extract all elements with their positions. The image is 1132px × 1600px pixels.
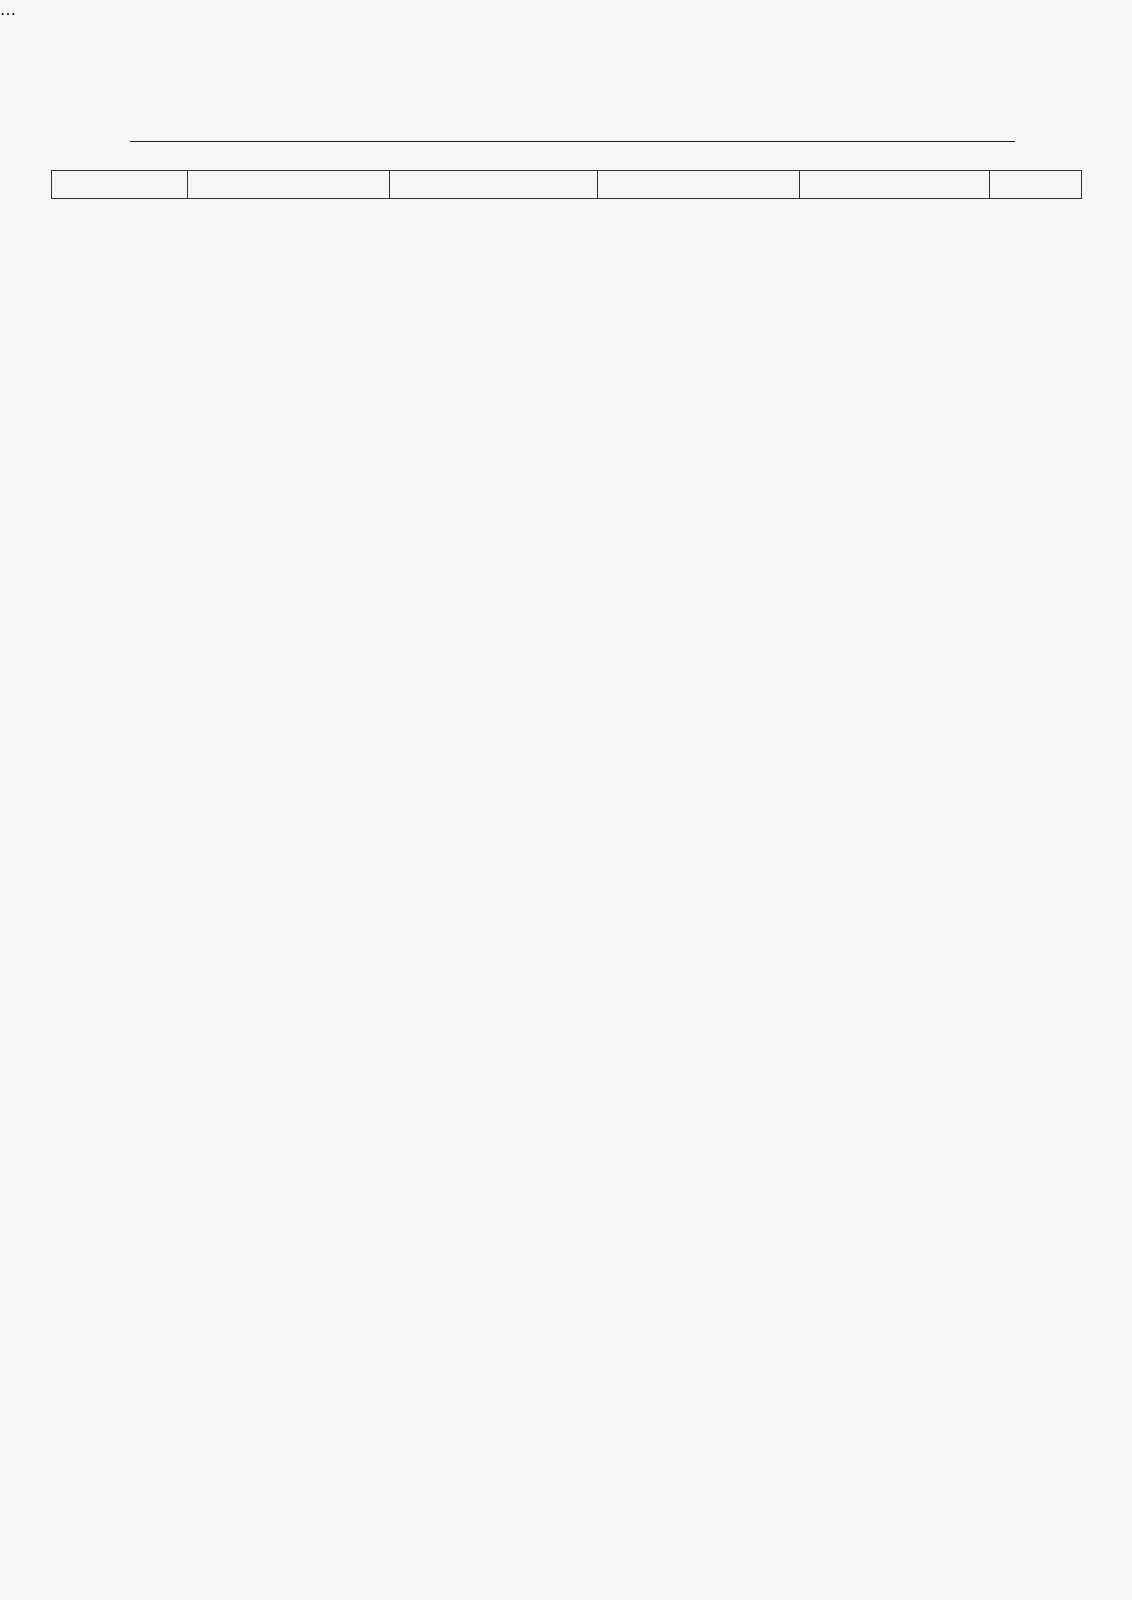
row-label bbox=[188, 171, 390, 199]
nox-name bbox=[52, 171, 188, 199]
table-10-continued bbox=[51, 170, 1082, 199]
table-cell bbox=[390, 171, 598, 199]
table-cell bbox=[800, 171, 990, 199]
table-row bbox=[52, 171, 1082, 199]
header-rule bbox=[130, 141, 1015, 142]
table-cell bbox=[990, 171, 1082, 199]
table-cell bbox=[598, 171, 800, 199]
